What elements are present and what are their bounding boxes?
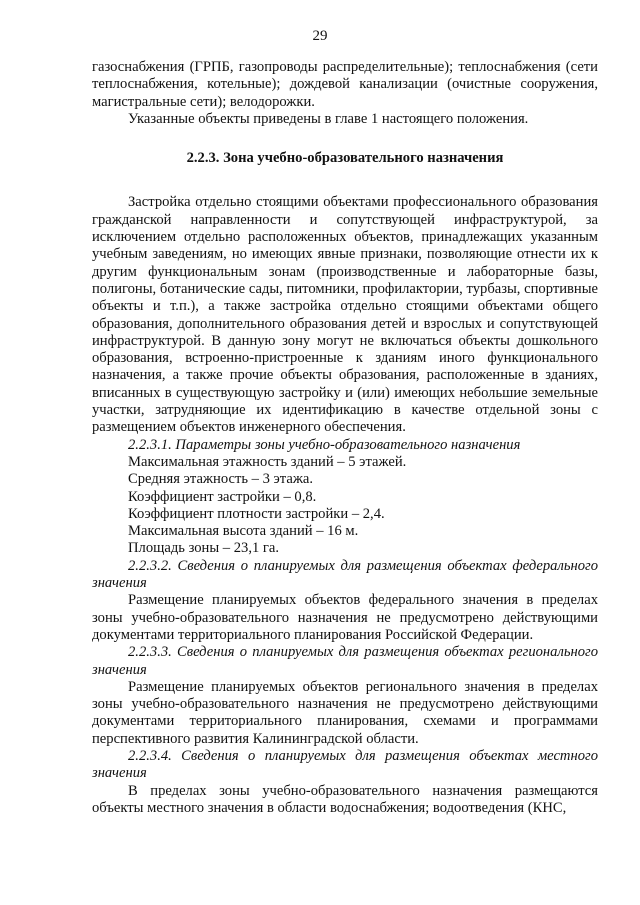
parameter-max-height: Максимальная высота зданий – 16 м. [128, 523, 359, 540]
parameter-avg-floors: Средняя этажность – 3 этажа. [128, 471, 314, 488]
subsection-heading-federal: 2.2.3.2. Сведения о планируемых для размещения объектах федерального значения [92, 557, 598, 592]
subsection-heading-regional: 2.2.3.3. Сведения о планируемых для размещения объектах регионального значения [92, 644, 598, 678]
paragraph-zone-description: Застройка отдельно стоящими объектами профессионального образования гражданской направленности и сопутствующей инфраструктурой, за исключением отдельно расположенных объектов, принадлежащих указанным учебным заведениям, но имеющих явные признаки, позволяющие отнести их к другим функциональным зонам (производственные и лабораторные базы, полигоны, ботанические сады, питомники, профилактории, турбазы, спортивные объекты и т.п.), а также застройка отдельно стоящими объектами общего образования, дополнительного образования детей и взрослых и сопутствующей инфраструктурой. В данную зону могут не включаться объекты дошкольного образования, встроенно-пристроенные к зданиям иного функционального назначения, а также прочие объекты образования, расположенные в зданиях, вписанных в существующую застройку и (или) имеющих небольшие земельные участки, затрудняющие их идентификацию в качестве отдельной зоны с размещением объектов инженерного обеспечения. [92, 194, 598, 436]
paragraph-federal-objects: Размещение планируемых объектов федерального значения в пределах зоны учебно-образовательного назначения не предусмотрено действующими документами территориального планирования Российской Федерации. [92, 592, 598, 643]
paragraph-utilities-list: газоснабжения (ГРПБ, газопроводы распределительные); теплоснабжения (сети теплоснабжения, котельные); дождевой канализации (очистные сооружения, магистральные сети); велодорожки. [92, 59, 598, 110]
paragraph-local-objects: В пределах зоны учебно-образовательного назначения размещаются объекты местного значения в области водоснабжения; водоотведения (КНС, [92, 782, 598, 816]
subsection-heading-parameters: 2.2.3.1. Параметры зоны учебно-образовательного назначения [128, 436, 521, 453]
parameter-max-floors: Максимальная этажность зданий – 5 этажей. [128, 453, 407, 470]
paragraph-reference-note: Указанные объекты приведены в главе 1 настоящего положения. [128, 110, 529, 127]
parameter-zone-area: Площадь зоны – 23,1 га. [128, 540, 280, 557]
section-heading: 2.2.3. Зона учебно-образовательного назначения [186, 150, 504, 167]
page-number: 29 [312, 28, 328, 44]
parameter-density-ratio: Коэффициент плотности застройки – 2,4. [128, 505, 385, 522]
parameter-coverage-ratio: Коэффициент застройки – 0,8. [128, 488, 317, 505]
document-body [92, 59, 598, 817]
paragraph-regional-objects: Размещение планируемых объектов регионального значения в пределах зоны учебно-образовательного назначения не предусмотрено действующими документами территориального планирования, схемами и программами перспективного развития Калининградской области. [92, 678, 598, 747]
subsection-heading-local: 2.2.3.4. Сведения о планируемых для размещения объектах местного значения [92, 747, 598, 782]
